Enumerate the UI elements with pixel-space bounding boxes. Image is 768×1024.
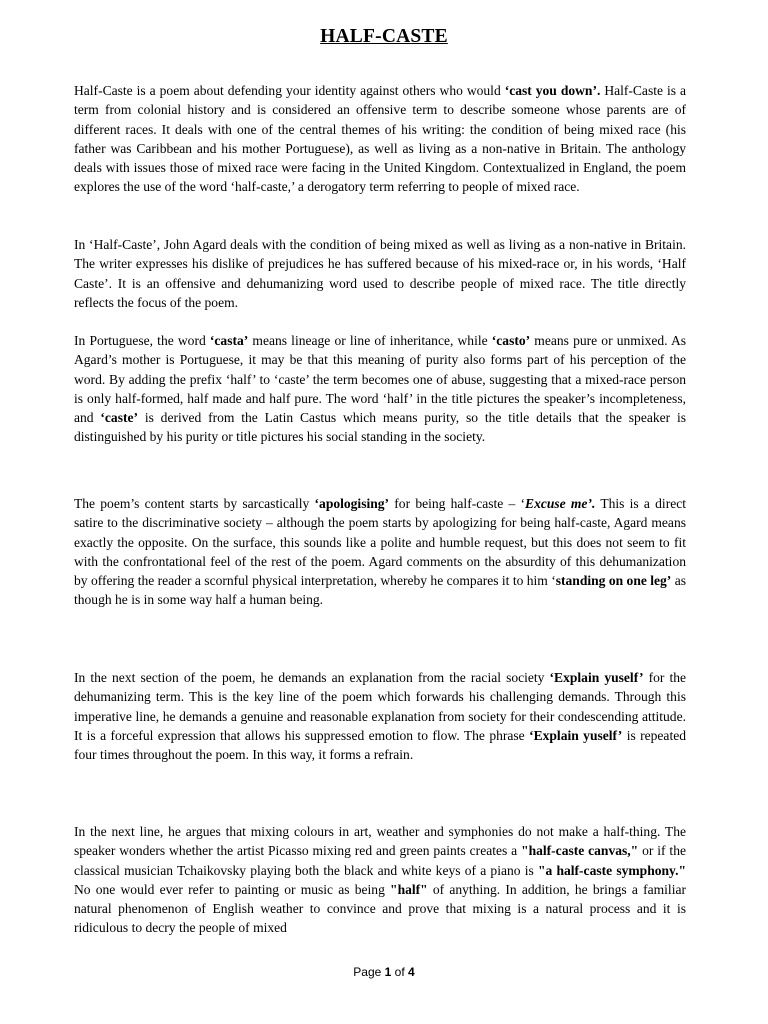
paragraph-agard-condition — [74, 235, 686, 312]
emphasis-text: ‘Explain yuself’ — [549, 670, 644, 685]
paragraph-explain-yuself — [74, 668, 686, 764]
emphasis-text: Excuse me’. — [525, 496, 596, 511]
body-text: In the next line, he argues that mixing colours in art, weather and symphonies do not make a half-thing. The speaker wonders whether the artist Picasso mixing red and green paints creates a — [74, 824, 686, 859]
page-footer — [0, 965, 768, 979]
emphasis-text: ‘casto’ — [491, 333, 531, 348]
body-text: of anything. In addition, he brings a familiar natural phenomenon of English weather to convince and prove that mixing is a natural process and it is ridiculous to decry the people of mixed — [74, 881, 686, 936]
body-text: The poem’s content starts by sarcastically — [74, 496, 315, 511]
page-total: 4 — [408, 965, 415, 979]
body-text: for being half-caste – ‘ — [389, 496, 526, 511]
emphasis-text: ‘caste’ — [100, 410, 138, 426]
body-text: No one would ever refer to painting or music as being — [74, 881, 391, 897]
emphasis-text: ‘casta’ — [209, 333, 249, 348]
paragraph-intro — [74, 81, 686, 197]
emphasis-text: standing on one leg’ — [555, 573, 672, 589]
paragraph-portuguese-meaning — [74, 331, 686, 447]
body-text: or if the classical musician Tchaikovsky playing both the black and white keys of a piano is — [74, 843, 686, 878]
body-text: This is a direct satire to the discriminative society – although the poem starts by apologizing for being half-caste, Agard means exactly the opposite. On the surface, this sounds like a polite and humble request, but this does not seem to fit with the confrontational feel of the rest of the poem. Agard comments on the absurdity of this dehumanization by offering the reader a scornful physical interpretation, whereby he compares it to him ‘ — [74, 496, 686, 589]
body-text: means lineage or line of inheritance, while — [248, 333, 492, 348]
body-text: In the next section of the poem, he demands an explanation from the racial society — [74, 670, 550, 685]
body-text: Half-Caste is a term from colonial history and is considered an offensive term to describe someone whose parents are of different races. It deals with one of the central themes of his writing: the condition of being mixed race (his father was Caribbean and his mother Portuguese), as well as living as a non-native in Britain. The anthology deals with issues those of mixed race were facing in the United Kingdom. Contextualized in England, the poem explores the use of the word ‘half-caste,’ a derogatory term referring to people of mixed race. — [74, 83, 686, 195]
body-text: Half-Caste is a poem about defending your identity against others who would — [74, 83, 505, 98]
emphasis-text: "half-caste canvas," — [521, 843, 639, 859]
paragraph-apologising — [74, 494, 686, 610]
body-text: is repeated four times throughout the poem. In this way, it forms a refrain. — [74, 727, 686, 763]
body-text: as though he is in some way half a human being. — [74, 573, 687, 608]
body-text: means pure or unmixed. As Agard’s mother is Portuguese, it may be that this meaning of purity also forms part of his perception of the word. By adding the prefix ‘half’ to ‘caste’ the term becomes one of abuse, suggesting that a mixed-race person is only half-formed, half made and half pure. The word ‘half’ in the title pictures the speaker’s incompleteness, and — [74, 333, 687, 426]
body-text: is derived from the Latin Castus which means purity, so the title details that the speaker is distinguished by his purity or title pictures his social standing in the society. — [74, 410, 686, 445]
page-title: HALF-CASTE — [320, 26, 448, 47]
body-text: for the dehumanizing term. This is the key line of the poem which forwards his challenging demands. Through this imperative line, he demands a genuine and reasonable explanation from society for their condescending attitude. It is a forceful expression that allows his suppressed emotion to flow. The phrase — [74, 670, 687, 743]
emphasis-text: ‘apologising’ — [314, 496, 390, 511]
emphasis-text: ‘cast you down’. — [504, 83, 601, 98]
emphasis-text: "half" — [390, 881, 428, 897]
emphasis-text: "a half-caste symphony." — [537, 862, 686, 878]
page-number: 1 — [384, 965, 392, 979]
page-label: Page — [353, 965, 382, 979]
body-text: In Portuguese, the word — [74, 333, 210, 348]
body-text: In ‘Half-Caste’, John Agard deals with the condition of being mixed as well as living as a non-native in Britain. The writer expresses his dislike of prejudices he has suffered because of his mixed-race or, in his words, ‘Half Caste’. It is an offensive and dehumanizing word used to describe people of mixed race. The title directly reflects the focus of the poem. — [74, 237, 686, 310]
of-label: of — [394, 965, 405, 979]
emphasis-text: ‘Explain yuself’ — [529, 727, 623, 743]
paragraph-mixing-colours — [74, 822, 686, 938]
